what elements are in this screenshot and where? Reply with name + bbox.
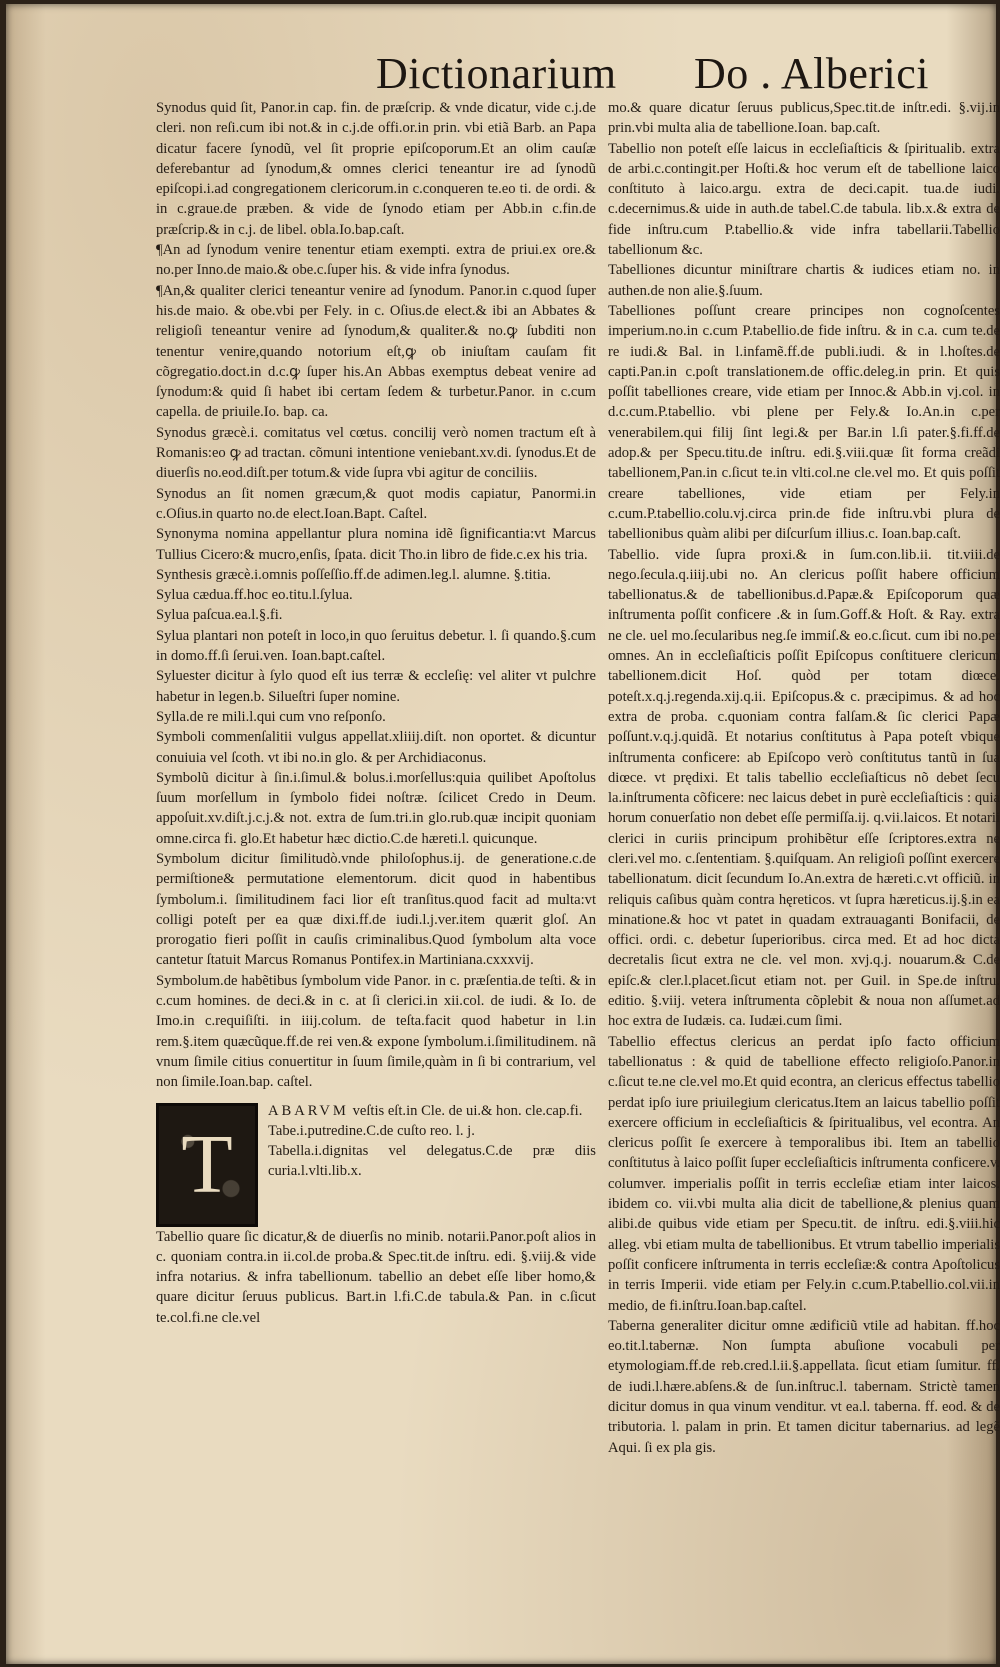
entry-paragraph: mo.& quare dicatur ſeruus publicus,Spec.tit.de inſtr.edi. §.vij.in prin.vbi multa alia de tabellione.Ioan. bap.caſt. xyxy=(608,100,1000,137)
entry-paragraph: Syluester dicitur à ſylo quod eſt ius terræ & eccleſię: vel aliter vt pulchre habetur in legen.b. Silueſtri ſuper nomine. xyxy=(156,668,596,705)
entry-paragraph: Tabelliones dicuntur miniſtrare chartis & iudices etiam no. in authen.de non alie.§.ſuum. xyxy=(608,262,1000,299)
entry-paragraph: Sylua paſcua.ea.l.§.fi. xyxy=(156,607,283,624)
entry-paragraph: ¶An,& qualiter clerici teneantur venire ad ſynodum. Panor.in c.quod ſuper his.de maio. & obe.vbi per Fely. in c. Oſius.de elect.& ibi an Abbates & religioſi teneantur venire ad ſynodum,& qualiter.& no.ꝙ ſubditi non tenentur venire,quando notorium eſt,ꝙ ob iniuſtam cauſam fit cõgregatio.doct.in d.c.ꝙ ſuper his.An Abbas exemptus debeat venire ad ſynodum:& quid ſi habet ibi certam ſedem & turbetur.Panor. in c.cum capella. de priuile.Io. bap. ca. xyxy=(156,282,596,421)
right-column xyxy=(608,98,1000,1458)
entry-paragraph: Tabellio. vide ſupra proxi.& in ſum.con.lib.ii. tit.viii.de nego.ſecula.q.iiij.ubi no. An clericus poſſit habere officium tabellionatus.& de tabellionibus.d.Papæ.& Epiſcoporum quæ inſtrumenta poſſit conficere .& in ſum.Goff.& Hoſt. & Ray. extra ne cle. uel mo.ſecularibus neg.ſe immiſ.& eo.c.ſicut. cum ibi no.per omnes. An in eccleſiaſticis poſſit Epiſcopus conſtituere clericum tabellionem.dicit Hoſ. quòd per totam diœce. poteſt.x.q.j.regenda.xij.q.ii. Epiſcopus.& c. præcipimus. & ad hoc extra de proba. c.quoniam contra falſam.& ſic clerici Papæ poſſunt.v.q.j.quidã. Et notarius conſtitutus à Papa poteſt vbique inſtrumenta conficere: ab Epiſcopo verò conſtitutus tantũ in ſua diœce. vt prędixi. Et talis tabellio eccleſiaſticus nõ debet ſecu la.inſtrumenta cõficere: nec laicus debet in purè eccleſiaſticis : quia horum conuerſatio non debet eſſe permiſſa.ij. q.vii.laicos. Et notarii clerici in curiis principum prohibẽtur eſſe ſcriptores.extra ne cleri.vel mo. c.ſententiam. §.quiſquam. An religioſi poſſint exercere tabellionatum. dicit ſecundum Io.An.extra de hæreti.c.vt officiũ. in reliquis caſibus quàm contra hęreticos. vt ſupra hæreticus.ij.§.in ea minatione.& hoc vt patet in quadam extrauaganti Bonifacii, de offici. ordi. c. debetur ſuperioribus. circa med. Et ad hoc dicta decretalis ſicut extra ne cle. vel mon. xvj.q.j. nouarum.& C.de epiſc.& cler.l.placet.ſicut etiam not. per Guil. in Spe.de inſtru. editio. §.viij. vetera inſtrumenta cõplebit & noua non aſſumet.ad hoc extra de Iudæis. ca. Iudæi.cum ſimi. xyxy=(608,546,1000,1030)
entry-paragraph: Symbolũ dicitur à ſin.i.ſimul.& bolus.i.morſellus:quia quilibet Apoſtolus ſuum morſellum in ſymbolo fidei noſtræ. ſcilicet Credo in Deum. appoſuit.xv.diſt.j.c.j.& not. extra de ſum.tri.in glo.rub.quæ incipit quoniam omne.circa fi. glo.Et habetur hæc dictio.C.de hæreti.l. quicunque. xyxy=(156,769,596,847)
entry-paragraph: Synthesis græcè.i.omnis poſſeſſio.ff.de adimen.leg.l. alumne. §.titia. xyxy=(156,566,551,583)
entry-paragraph: ¶An ad ſynodum venire tenentur etiam exempti. extra de priui.ex ore.& no.per Inno.de maio.& obe.c.ſuper his. & vide infra ſynodus. xyxy=(156,242,596,279)
section-t-entries xyxy=(268,1101,596,1227)
section-t-block xyxy=(156,1101,596,1227)
header-title-left: Dictionarium xyxy=(376,49,617,98)
entry-text: veſtis eſt.in Cle. de ui.& hon. cle.cap.fi. xyxy=(352,1102,583,1119)
entry-paragraph: Synodus an ſit nomen græcum,& quot modis capiatur, Panormi.in c.Oſius.in quarto no.de elect.Ioan.Bapt. Caſtel. xyxy=(156,485,596,522)
entry-paragraph: Symbolum dicitur ſimilitudò.vnde philoſophus.ij. de generatione.c.de permiſtione& permutatione elementorum. dicit quod in habentibus ſymbolum.i. ſimilitudinem faci lior eſt tranſitus.quod facit ad multa:vt colligi poteſt per ea quæ dixi.ff.de iudi.l.j.ver.item quærit gloſ. An prorogatio fieri poſſit in cauſis criminalibus.Quod ſymbolum alta voce cantetur ſtatuit Marcus Romanus Pontifex.in Martiniana.cxxxvij. xyxy=(156,850,596,969)
entry-paragraph xyxy=(268,1101,596,1121)
entry-paragraph: Sylua cædua.ff.hoc eo.titu.l.ſylua. xyxy=(156,587,353,604)
entry-paragraph: Symboli commenſalitii vulgus appellat.xliiij.diſt. non oportet. & dicuntur conuiuia vel ſcoth. vt ibi no.in glo. & per Archidiaconus. xyxy=(156,729,596,766)
entry-paragraph: Sylla.de re mili.l.qui cum vno reſponſo. xyxy=(156,708,386,725)
entry-paragraph: Tabe.i.putredine.C.de cuſto reo. l. j. xyxy=(268,1122,475,1139)
header-title-right: Do . Alberici xyxy=(694,49,930,98)
entry-paragraph: Synonyma nomina appellantur plura nomina idẽ ſignificantia:vt Marcus Tullius Cicero:& mucro,enſis, ſpata. dicit Tho.in libro de fide.c.ex his tria. xyxy=(156,526,596,563)
entry-paragraph: Tabella.i.dignitas vel delegatus.C.de præ diis curia.l.vlti.lib.x. xyxy=(268,1143,596,1180)
left-column xyxy=(156,98,596,1328)
entry-paragraph: Synodus quid ſit, Panor.in cap. fin. de præſcrip. & vnde dicatur, vide c.j.de cleri. non reſi.cum ibi not.& in c.j.de offi.or.in prin. vbi etiã Barb. an Papa dicatur facere ſynodũ, vel ſit proprie epiſcoporum.Et an olim cauſæ deferebantur ad ſynodum,& omnes clerici teneantur ire ad ſynodũ epiſcopi.i.ad congregationem clericorum.in c.conqueren te.eo ti. de ordi. & in c.graue.de præben. & vide de ſynodo etiam per Abb.in c.fin.de præſcrip.& in c.j. de libel. obla.Io.bap.caſt. xyxy=(156,100,596,238)
entry-paragraph: Tabellio non poteſt eſſe laicus in eccleſiaſticis & ſpiritualib. extra de arbi.c.contingit.per Hoſti.& hoc verum eſt de tabellione laico conſtituto à laico.argu. extra de deci.capit. tua.de iudi. c.decernimus.& uide in auth.de tabel.C.de tabula. lib.x.& extra de fide inſtru.cum P.tabellio.& vide infra tabellarii.Tabellio tabellionum &c. xyxy=(608,140,1000,259)
entry-paragraph: Taberna generaliter dicitur omne ædificiũ vtile ad habitan. ff.hoc eo.tit.l.tabernæ. Non ſumpta abuſione vocabuli per etymologiam.ff.de reb.cred.l.ii.§.appellata. ſicut etiam ſumitur. ff. de iudi.l.hære.abſens.& de ſun.inſtruc.l. tabernam. Strictè tamen dicitur domus in qua vinum venditur. vt ea.l. taberna. ff. eod. & de tributoria. l. palam in prin. Et tamen dicitur tabernarius. ad legẽ Aqui. ſi ex pla gis. xyxy=(608,1317,1000,1456)
entry-paragraph: Tabelliones poſſunt creare principes non cognoſcentes imperium.no.in c.cum P.tabellio.de fide inſtru. & in c.a. cum te.de re iudi.& Bal. in l.infamẽ.ff.de publi.iudi. & in l.hoſtes.de capti.Pan.in c.poſt translationem.de offic.deleg.in prin. Et quis poſſit tabelliones creare, vide etiam per Innoc.& Abb.in vj.col. in d.c.cum.P.tabellio. vbi plene per Fely.& Io.An.in c.per venerabilem.qui filij ſint legi.& per Bar.in l.ſi pater.§.fi.ff.de adop.& per Specu.titu.de inſtru. edi.§.viii.quæ ſit forma creãdi tabellionem,Pan.in c.ſicut te.in vlti.col.ne cle.vel mo. Et quis poſſit creare tabelliones, vide etiam per Fely.in c.cum.P.tabellio.colu.vj.circa prin.de fide inſtru.vbi plura de tabellionibus quàm alibi per diſcurſum illius.c. Ioan.bap.caſt. xyxy=(608,302,1000,543)
entry-paragraph: Tabellio quare ſic dicatur,& de diuerſis no minib. notarii.Panor.poſt alios in c. quoniam contra.in ii.col.de proba.& Spec.tit.de inſtru. edi. §.viij.& vide infra notarius. & infra tabellionum. tabellio an debet eſſe liber homo,& quare dicitur ſeruus publicus. Bart.in l.fi.C.de tabula.& Pan. in c.ſicut te.col.fi.ne cle.vel xyxy=(156,1228,596,1326)
book-page xyxy=(6,4,1000,1664)
caps-word: ABARVM xyxy=(268,1102,349,1119)
entry-paragraph: Tabellio effectus clericus an perdat ipſo facto officium tabellionatus : & quid de tabellione effecto religioſo.Panor.in c.ſicut te.ne cle.vel mo.Et quid econtra, an clericus effectus tabellio perdat ipſo iure priuilegium clericatus.Item an laicus tabellio poſſit exercere officium in eccleſiaſticis & ſpiritualibus, vel econtra. An clericus poſſit ſe exercere à temporalibus ibi. Item an tabellio conſtitutus à laico poſſit ſuper eccleſiaſticis inſtrumenta conficere.v. columver. imperialis poſſit in terris eccleſiæ etiam inter laicos. ibidem co. vii.vbi multa alia dicit de tabellione,& plenius quam alibi.de quibus vide etiam per Specu.tit. de inſtru. edi.§.viii.hic alleg. vbi etiam multa de tabellionibus. Et vtrum tabellio imperialis poſſit conficere inſtrumenta in terris eccleſiæ:& contra Apoſtolicus in terris Imperii. vide etiam per Fely.in c.cum.P.tabellio.col.vii.in medio, de fi.inſtru.Ioan.bap.caſtel. xyxy=(608,1033,1000,1314)
entry-paragraph: Sylua plantari non poteſt in loco,in quo ſeruitus debetur. l. ſi quando.§.cum in domo.ff.ſi ſerui.ven. Ioan.bapt.caſtel. xyxy=(156,627,596,665)
entry-paragraph: Synodus græcè.i. comitatus vel cœtus. concilij verò nomen tractum eſt à Romanis:eo ꝙ ad tractan. cõmuni intentione veniebant.xv.di. ſynodus.Et de diuerſis no.eod.diſt.per totum.& vide ſupra vbi agitur de conciliis. xyxy=(156,424,596,482)
decorated-initial-t: T xyxy=(156,1103,258,1227)
entry-paragraph: Symbolum.de habẽtibus ſymbolum vide Panor. in c. præſentia.de teſti. & in c.cum homines. de deci.& in c. at ſi clerici.in xii.col. de iudi. & Io. de Imo.in c.requiſiſti. in iiij.colum. de teſta.facit quod habetur in l.in rem.§.item quæcũque.ff.de rei ven.& expone ſymbolum.i.ſimilitudinem. nã vnum ſimile citius conuertitur in ſuum ſimile,quàm in ſi bi contrarium, vel non ſimile.Ioan.bap. caſtel. xyxy=(156,972,596,1091)
